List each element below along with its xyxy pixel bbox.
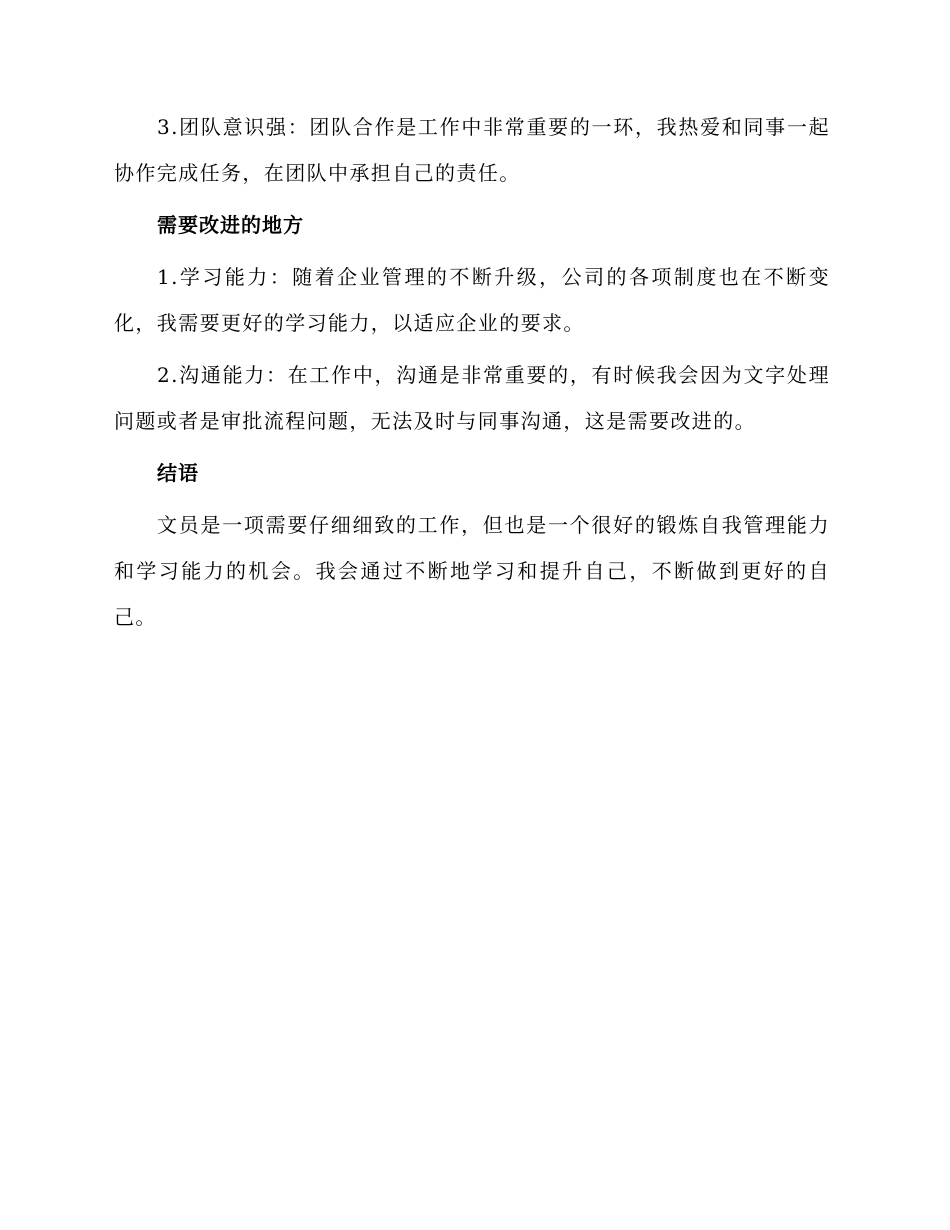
heading-improvement: 需要改进的地方 [157, 213, 304, 237]
heading-conclusion: 结语 [157, 461, 199, 485]
paragraph-teamwork: 3.团队意识强：团队合作是工作中非常重要的一环，我热爱和同事一起协作完成任务，在团队中承担自己的责任。 [114, 115, 830, 185]
paragraph-learning-ability: 1.学习能力：随着企业管理的不断升级，公司的各项制度也在不断变化，我需要更好的学习能力，以适应企业的要求。 [114, 265, 830, 335]
paragraph-conclusion: 文员是一项需要仔细细致的工作，但也是一个很好的锻炼自我管理能力和学习能力的机会。我会通过不断地学习和提升自己，不断做到更好的自己。 [114, 513, 830, 629]
paragraph-communication-ability: 2.沟通能力：在工作中，沟通是非常重要的，有时候我会因为文字处理问题或者是审批流程问题，无法及时与同事沟通，这是需要改进的。 [114, 363, 830, 433]
document-body [114, 104, 830, 640]
